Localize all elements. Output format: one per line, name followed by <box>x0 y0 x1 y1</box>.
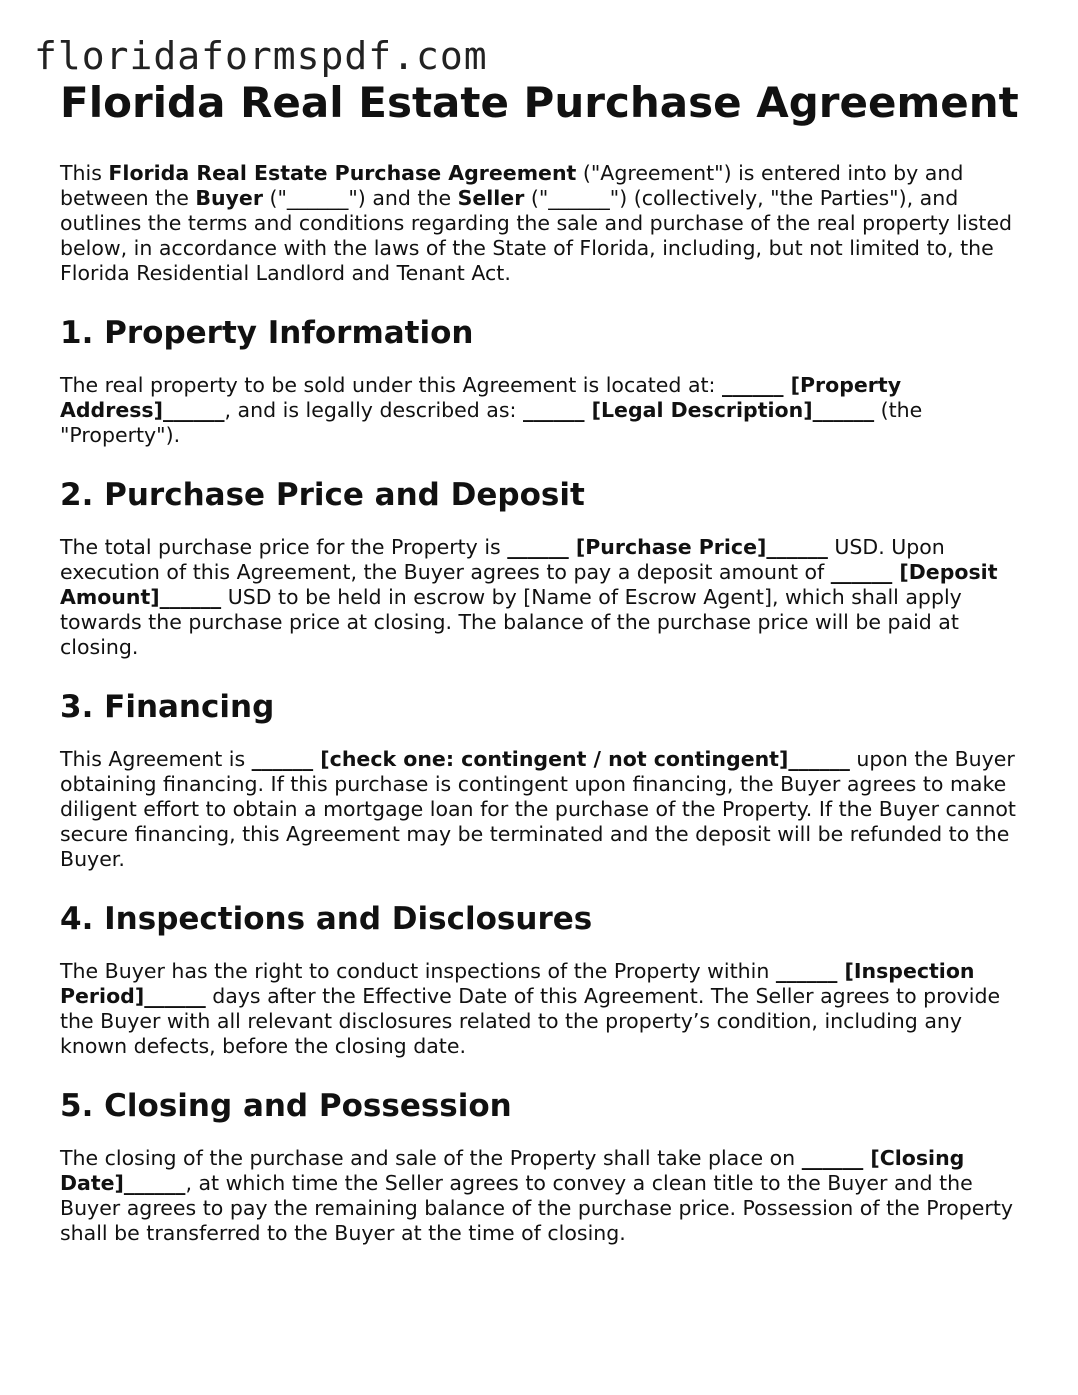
section-paragraph <box>60 959 1020 1059</box>
section-text: The Buyer has the right to conduct inspections of the Property within <box>60 959 776 983</box>
section-heading: 3. Financing <box>60 689 275 725</box>
section-paragraph <box>60 747 1020 872</box>
section-heading: 5. Closing and Possession <box>60 1088 512 1124</box>
intro-paragraph <box>60 161 1020 286</box>
buyer-label: Buyer <box>195 186 263 210</box>
agreement-name: Florida Real Estate Purchase Agreement <box>108 161 577 185</box>
section-text: upon the Buyer obtaining financing. If this purchase is contingent upon financing, the Buyer agrees to make diligent effort to obtain a mortgage loan for the purchase of the Property. If the Buyer cannot secure financing, this Agreement may be terminated and the deposit will be refunded to the Buyer. <box>60 747 1016 871</box>
section-financing <box>60 687 1020 872</box>
section-inspections <box>60 899 1020 1059</box>
section-paragraph <box>60 373 1020 448</box>
legal-description-blank: ______ [Legal Description]______ <box>522 398 875 422</box>
inspection-period-blank: ______ [Inspection Period]______ <box>60 959 975 1008</box>
section-text: (the "Property"). <box>60 398 923 447</box>
section-text: The total purchase price for the Property is <box>60 535 508 559</box>
deposit-amount-blank: ______ [Deposit Amount]______ <box>60 560 998 609</box>
document-page <box>60 78 1020 1246</box>
site-watermark: floridaformspdf.com <box>34 34 488 78</box>
section-closing <box>60 1086 1020 1246</box>
property-address-blank: ______ [Property Address]______ <box>60 373 902 422</box>
section-property-information <box>60 313 1020 448</box>
purchase-price-blank: ______ [Purchase Price]______ <box>507 535 828 559</box>
section-text: days after the Effective Date of this Agreement. The Seller agrees to provide the Buyer with all relevant disclosures related to the property’s condition, including any known defects, before the closing date. <box>60 984 1001 1058</box>
section-heading: 4. Inspections and Disclosures <box>60 901 593 937</box>
intro-text: ("______") and the <box>262 186 458 210</box>
section-text: The real property to be sold under this Agreement is located at: <box>60 373 722 397</box>
section-paragraph <box>60 535 1020 660</box>
seller-label: Seller <box>457 186 525 210</box>
section-text: The closing of the purchase and sale of the Property shall take place on <box>60 1146 802 1170</box>
intro-text: ("Agreement") is entered into by and between the <box>60 161 964 210</box>
closing-date-blank: ______ [Closing Date]______ <box>60 1146 965 1195</box>
section-heading: 1. Property Information <box>60 315 474 351</box>
intro-text: This <box>60 161 109 185</box>
section-text: , at which time the Seller agrees to convey a clean title to the Buyer and the Buyer agrees to pay the remaining balance of the purchase price. Possession of the Property shall be transferred to the Buyer at the time of closing. <box>60 1171 1013 1245</box>
section-text: USD to be held in escrow by [Name of Escrow Agent], which shall apply towards the purchase price at closing. The balance of the purchase price will be paid at closing. <box>60 585 962 659</box>
section-text: , and is legally described as: <box>224 398 523 422</box>
contingency-blank: ______ [check one: contingent / not contingent]______ <box>251 747 850 771</box>
document-title: Florida Real Estate Purchase Agreement <box>60 78 1019 127</box>
section-text: This Agreement is <box>60 747 252 771</box>
section-paragraph <box>60 1146 1020 1246</box>
section-text: USD. Upon execution of this Agreement, the Buyer agrees to pay a deposit amount of <box>60 535 945 584</box>
intro-text: ("______") (collectively, "the Parties"), and outlines the terms and conditions regarding the sale and purchase of the real property listed below, in accordance with the laws of the State of Florida, including, but not limited to, the Florida Residential Landlord and Tenant Act. <box>60 186 1013 285</box>
section-heading: 2. Purchase Price and Deposit <box>60 477 585 513</box>
section-purchase-price <box>60 475 1020 660</box>
